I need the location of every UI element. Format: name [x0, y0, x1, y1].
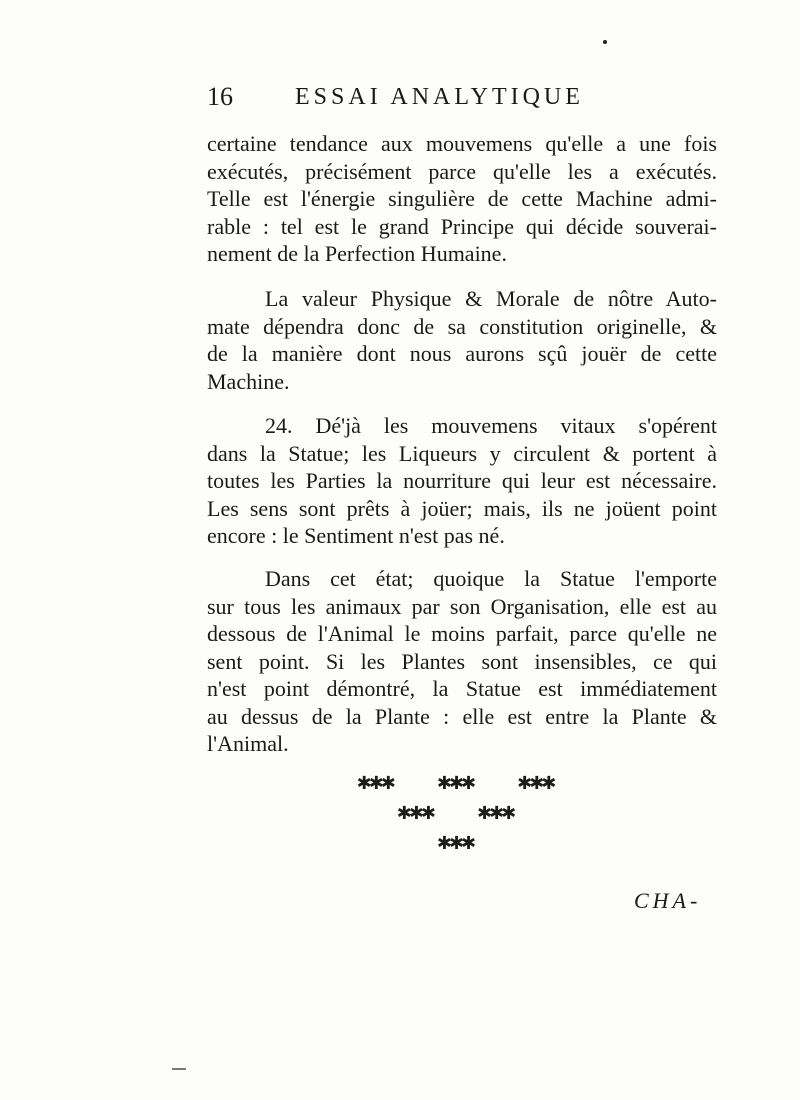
text-line: toutes les Parties la nourriture qui leur est nécessaire.	[207, 468, 717, 493]
text-line: l'Animal.	[207, 731, 289, 756]
text-line: certaine tendance aux mouvemens qu'elle a une fois	[207, 131, 717, 156]
text-line: Telle est l'énergie singulière de cette Machine admi-	[207, 186, 717, 211]
ornament-glyph: ✱✱✱	[396, 802, 433, 824]
text-line: au dessus de la Plante : elle est entre la Plante &	[207, 703, 717, 729]
ornament-glyph: ✱✱✱	[477, 802, 514, 824]
ink-speck	[603, 40, 607, 44]
text-line: sent point. Si les Plantes sont insensibles, ce qui	[207, 648, 717, 674]
text-line: mate dépendra donc de sa constitution originelle, &	[207, 313, 717, 339]
paragraph-4	[207, 565, 717, 758]
text-line: dessous de l'Animal le moins parfait, parce qu'elle ne	[207, 621, 717, 646]
text-line: 24. Dé'jà les mouvemens vitaux s'opérent	[265, 413, 717, 438]
paragraph-2	[207, 285, 717, 395]
ornament-glyph: ✱✱✱	[356, 772, 393, 794]
paragraph-3	[207, 412, 717, 550]
text-line: de la manière dont nous aurons sçû jouër de cette	[207, 341, 717, 366]
catchword: CHA-	[634, 888, 702, 913]
text-line: sur tous les animaux par son Organisation, elle est au	[207, 593, 717, 619]
text-line: Machine.	[207, 368, 290, 394]
text-line: encore : le Sentiment n'est pas né.	[207, 523, 505, 548]
text-line: Les sens sont prêts à joüer; mais, ils ne joüent point	[207, 495, 717, 521]
text-line: exécutés, précisément parce qu'elle les a exécutés.	[207, 158, 717, 184]
margin-mark	[172, 1068, 186, 1070]
ornament-row	[340, 798, 570, 828]
ornament-glyph: ✱✱✱	[517, 772, 554, 794]
text-line: La valeur Physique & Morale de nôtre Auto-	[265, 286, 717, 311]
text-line: dans la Statue; les Liqueurs y circulent & portent à	[207, 440, 717, 466]
ornament-row	[340, 828, 570, 858]
page-header	[207, 82, 647, 112]
ornament-glyph: ✱✱✱	[436, 772, 474, 794]
text-line: nement de la Perfection Humaine.	[207, 241, 507, 266]
paragraph-1	[207, 130, 717, 268]
text-line: rable : tel est le grand Principe qui décide souverai-	[207, 213, 717, 239]
ornament-tailpiece	[340, 768, 570, 858]
text-line: Dans cet état; quoique la Statue l'emporte	[265, 566, 717, 591]
running-head: ESSAI ANALYTIQUE	[295, 84, 584, 110]
text-line: n'est point démontré, la Statue est immédiatement	[207, 676, 717, 701]
page-number: 16	[207, 82, 233, 111]
ornament-row	[340, 768, 570, 798]
ornament-glyph: ✱✱✱	[436, 832, 474, 854]
